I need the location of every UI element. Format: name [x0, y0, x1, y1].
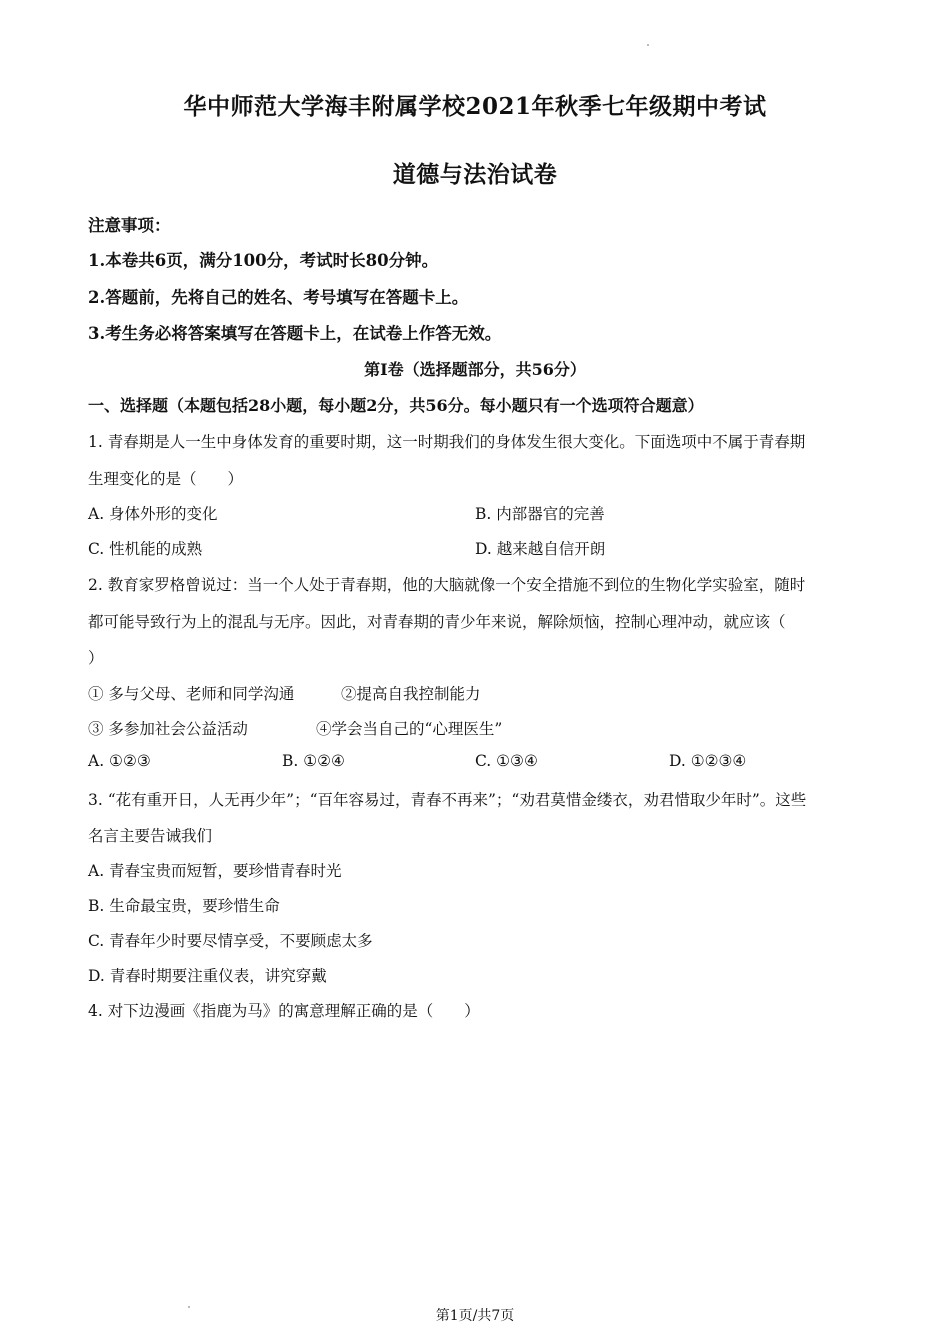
question-stem: 4. 对下边漫画《指鹿为马》的寓意理解正确的是（ ）	[88, 1002, 480, 1020]
notice-item: 3.考生务必将答案填写在答题卡上，在试卷上作答无效。	[88, 324, 502, 343]
notice-item: 2.答题前，先将自己的姓名、考号填写在答题卡上。	[88, 288, 469, 307]
question-stem: 都可能导致行为上的混乱与无序。因此，对青春期的青少年来说，解除烦恼，控制心理冲动，就应该（	[88, 613, 786, 631]
statement-item: ③ 多参加社会公益活动	[88, 720, 248, 738]
option-d: D. ①②③④	[669, 752, 747, 770]
question-stem: 生理变化的是（ ）	[88, 470, 244, 488]
option-d: D. 青春时期要注重仪表，讲究穿戴	[88, 967, 327, 985]
question-stem: 3. “花有重开日，人无再少年”；“百年容易过，青春不再来”；“劝君莫惜金缕衣，劝君惜取少年时”。这些	[88, 791, 807, 809]
option-a: A. 青春宝贵而短暂，要珍惜青春时光	[88, 862, 342, 880]
question-stem: 2. 教育家罗格曾说过：当一个人处于青春期，他的大脑就像一个安全措施不到位的生物化学实验室，随时	[88, 576, 806, 594]
statement-item: ②提高自我控制能力	[341, 685, 481, 703]
exam-subtitle: 道德与法治试卷	[392, 161, 558, 188]
notice-item: 1.本卷共6页，满分100分，考试时长80分钟。	[88, 251, 439, 270]
option-b: B. ①②④	[282, 752, 345, 770]
notice-heading: 注意事项：	[88, 216, 171, 235]
statement-item: ① 多与父母、老师和同学沟通	[88, 685, 295, 703]
statement-item: ④学会当自己的“心理医生”	[316, 720, 503, 738]
question-stem: 名言主要告诫我们	[88, 827, 213, 845]
question-stem: ）	[88, 649, 104, 667]
option-c: C. ①③④	[475, 752, 538, 770]
scan-speck	[647, 44, 649, 46]
page-number: 第1页/共7页	[435, 1308, 515, 1324]
option-b: B. 内部器官的完善	[475, 505, 605, 523]
option-c: C. 性机能的成熟	[88, 540, 203, 558]
question-stem: 1. 青春期是人一生中身体发育的重要时期，这一时期我们的身体发生很大变化。下面选项中不属于青春期	[88, 433, 806, 451]
section-heading: 一、选择题（本题包括28小题，每小题2分，共56分。每小题只有一个选项符合题意）	[88, 396, 704, 415]
option-d: D. 越来越自信开朗	[475, 540, 606, 558]
option-b: B. 生命最宝贵，要珍惜生命	[88, 897, 280, 915]
option-a: A. 身体外形的变化	[88, 505, 218, 523]
option-c: C. 青春年少时要尽情享受，不要顾虑太多	[88, 932, 373, 950]
part-title: 第Ⅰ卷（选择题部分，共56分）	[364, 360, 586, 379]
option-a: A. ①②③	[88, 752, 151, 770]
exam-title: 华中师范大学海丰附属学校2021年秋季七年级期中考试	[183, 93, 767, 120]
